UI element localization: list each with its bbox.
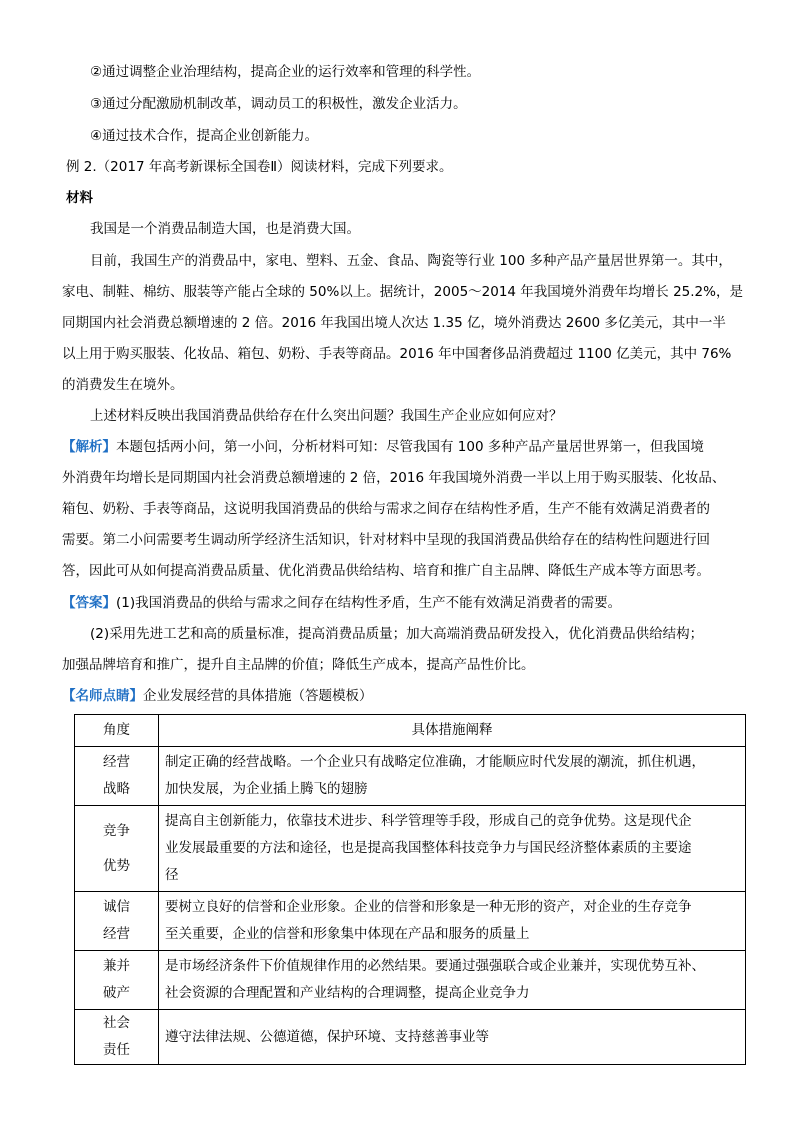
analysis-tag: 【解析】 xyxy=(62,439,116,455)
angle-cell xyxy=(75,951,159,1010)
angle-text: 战略 xyxy=(103,781,130,797)
angle-text: 优势 xyxy=(103,857,130,874)
table-row xyxy=(75,951,746,1010)
example-intro: 例 2.（2017 年高考新课标全国卷Ⅱ）阅读材料，完成下列要求。 xyxy=(66,159,453,175)
material-line: 目前，我国生产的消费品中，家电、塑料、五金、食品、陶瓷等行业 100 多种产品产量居世界第一。其中， xyxy=(90,253,732,269)
angle-text: 经营 xyxy=(103,926,130,942)
angle-text: 诚信 xyxy=(103,899,130,915)
tip-line xyxy=(62,686,373,706)
material-line: 家电、制鞋、棉纺、服装等产能占全球的 50%以上。据统计，2005～2014 年我国境外消费年均增长 25.2%，是 xyxy=(62,284,743,300)
answer-line: (2)采用先进工艺和高的质量标准，提高消费品质量；加大高端消费品研发投入，优化消费品供给结构； xyxy=(90,626,704,642)
analysis-line: 箱包、奶粉、手表等商品，这说明我国消费品的供给与需求之间存在结构性矛盾，生产不能有效满足消费者的 xyxy=(62,501,710,517)
angle-cell xyxy=(75,1010,159,1065)
header-angle: 角度 xyxy=(75,715,159,747)
explanation-text: 径 xyxy=(165,867,179,883)
material-line: 以上用于购买服装、化妆品、箱包、奶粉、手表等商品。2016 年中国奢侈品消费超过 1100 亿美元，其中 76% xyxy=(62,346,732,362)
explanation-text: 至关重要，企业的信誉和形象集中体现在产品和服务的质量上 xyxy=(165,926,530,942)
answer-first-line xyxy=(62,593,621,613)
tip-tag: 【名师点睛】 xyxy=(62,688,143,704)
explanation-text: 业发展最重要的方法和途径，也是提高我国整体科技竞争力与国民经济整体素质的主要途 xyxy=(165,840,692,856)
table-header-row xyxy=(75,715,746,747)
explanation-text: 社会资源的合理配置和产业结构的合理调整，提高企业竞争力 xyxy=(165,985,530,1001)
angle-cell xyxy=(75,806,159,892)
explanation-cell xyxy=(159,806,746,892)
analysis-text: 本题包括两小问，第一小问，分析材料可知：尽管我国有 100 多种产品产量居世界第一，但我国境 xyxy=(116,439,704,455)
answer-line: 加强品牌培育和推广，提升自主品牌的价值；降低生产成本，提高产品性价比。 xyxy=(62,657,535,673)
explanation-cell xyxy=(159,1010,746,1065)
angle-text: 兼并 xyxy=(103,958,130,974)
explanation-cell xyxy=(159,951,746,1010)
tip-text: 企业发展经营的具体措施（答题模板） xyxy=(143,688,373,704)
angle-text: 经营 xyxy=(103,754,130,770)
measure-line-2: ②通过调整企业治理结构，提高企业的运行效率和管理的科学性。 xyxy=(90,64,481,80)
explanation-text: 加快发展，为企业插上腾飞的翅膀 xyxy=(165,781,368,797)
material-line: 的消费发生在境外。 xyxy=(62,377,184,393)
table-row xyxy=(75,892,746,951)
material-line: 同期国内社会消费总额增速的 2 倍。2016 年我国出境人次达 1.35 亿，境外消费达 2600 多亿美元，其中一半 xyxy=(62,315,726,331)
material-line: 我国是一个消费品制造大国，也是消费大国。 xyxy=(90,221,360,237)
table-row xyxy=(75,806,746,892)
analysis-line: 外消费年均增长是同期国内社会消费总额增速的 2 倍，2016 年我国境外消费一半以上用于购买服装、化妆品、 xyxy=(62,470,726,486)
explanation-text: 提高自主创新能力，依靠技术进步、科学管理等手段，形成自己的竞争优势。这是现代企 xyxy=(165,813,692,829)
measure-line-4: ④通过技术合作，提高企业创新能力。 xyxy=(90,128,319,144)
measures-table xyxy=(74,714,746,1065)
angle-cell xyxy=(75,747,159,806)
angle-cell xyxy=(75,892,159,951)
angle-text: 社会 xyxy=(103,1015,130,1031)
analysis-line: 需要。第二小问需要考生调动所学经济生活知识，针对材料中呈现的我国消费品供给存在的结构性问题进行回 xyxy=(62,532,710,548)
table-row xyxy=(75,747,746,806)
question: 上述材料反映出我国消费品供给存在什么突出问题？我国生产企业应如何应对？ xyxy=(90,408,563,424)
explanation-text: 要树立良好的信誉和企业形象。企业的信誉和形象是一种无形的资产，对企业的生存竞争 xyxy=(165,899,692,915)
explanation-cell xyxy=(159,892,746,951)
header-explanation: 具体措施阐释 xyxy=(159,715,746,747)
explanation-text: 遵守法律法规、公德道德，保护环境、支持慈善事业等 xyxy=(165,1028,489,1045)
analysis-first-line xyxy=(62,437,704,457)
angle-text: 责任 xyxy=(103,1042,130,1058)
explanation-cell xyxy=(159,747,746,806)
explanation-text: 制定正确的经营战略。一个企业只有战略定位准确，才能顺应时代发展的潮流，抓住机遇， xyxy=(165,754,705,770)
explanation-text: 是市场经济条件下价值规律作用的必然结果。要通过强强联合或企业兼并，实现优势互补、 xyxy=(165,958,705,974)
answer-text: (1)我国消费品的供给与需求之间存在结构性矛盾，生产不能有效满足消费者的需要。 xyxy=(116,595,622,611)
measure-line-3: ③通过分配激励机制改革，调动员工的积极性，激发企业活力。 xyxy=(90,96,467,112)
material-heading: 材料 xyxy=(66,190,93,206)
table-row xyxy=(75,1010,746,1065)
analysis-line: 答，因此可从如何提高消费品质量、优化消费品供给结构、培育和推广自主品牌、降低生产成本等方面思考。 xyxy=(62,563,710,579)
angle-text: 竞争 xyxy=(103,822,130,839)
angle-text: 破产 xyxy=(103,985,130,1001)
answer-tag: 【答案】 xyxy=(62,595,116,611)
